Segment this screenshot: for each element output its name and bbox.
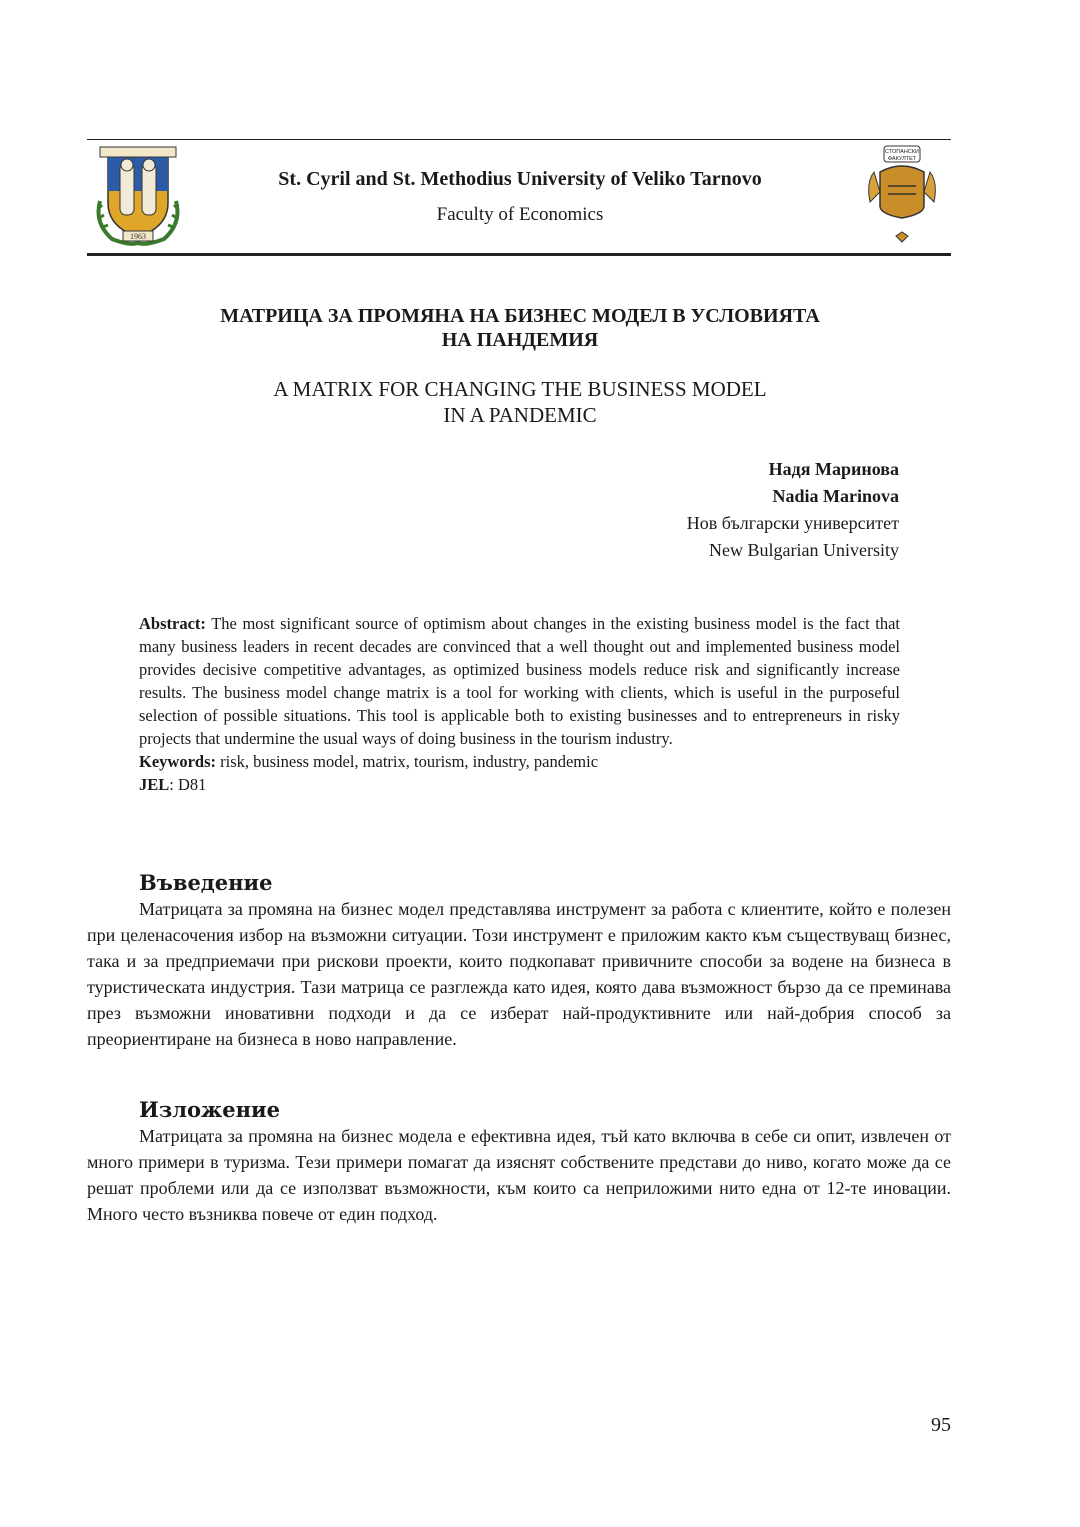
page-number: 95 (931, 1414, 951, 1436)
abstract-text: The most significant source of optimism about changes in the existing business model is the fact that many business leaders in recent decades are convinced that a well thought out and implemented business model provides decisive competitive advantages, as optimized business models reduce risk and significantly increase results. The business model change matrix is a tool for working with clients, which is useful in the purposeful selection of possible situations. This tool is applicable both to existing businesses and to entrepreneurs in risky projects that undermine the usual ways of doing business in the tourism industry. (139, 614, 901, 748)
jel-line (139, 773, 900, 796)
introduction-text: Матрицата за промяна на бизнес модел представлява инструмент за работа с клиентите, който е полезен при целенасочения избор на възможни ситуации. Този инструмент е приложим както към съществуващ бизнес, така и за предприемачи при рискови проекти, които подкопават привичните способи за водене на бизнеса в туристическата индустрия. Тази матрица се разглежда като идея, която дава възможност бързо да се преминава през възможни иновативни подходи и да се изберат най-продуктивните или най-добрия способ за преориентиране на бизнеса в ново направление. (87, 899, 951, 1049)
body-heading: Изложение (139, 1097, 280, 1122)
keywords-text: risk, business model, matrix, tourism, industry, pandemic (220, 752, 599, 771)
author-block (687, 456, 899, 564)
body-text: Матрицата за промяна на бизнес модела е ефективна идея, тъй като включва в себе си опит, извлечен от много примери в туризма. Тези примери помагат да изяснят собствените представи до ниво, когато може да се решат проблеми или да се използват възможности, към които са неприложими нито една от 12-те иновации. Много често възниква повече от един подход. (87, 1126, 951, 1224)
title-en-line-2: IN A PANDEMIC (443, 403, 597, 427)
abstract-block (139, 612, 900, 796)
header-bottom-rule (87, 253, 951, 256)
abstract-label: Abstract: (139, 614, 206, 633)
introduction-section (87, 870, 951, 1052)
title-english (120, 376, 920, 428)
author-name-bg: Надя Маринова (768, 459, 899, 479)
header-top-rule (87, 139, 951, 140)
crest-year: 1963 (130, 232, 146, 241)
emblem-text-2: ФАКУЛТЕТ (887, 156, 917, 162)
title-bg-line-1: МАТРИЦА ЗА ПРОМЯНА НА БИЗНЕС МОДЕЛ В УСЛОВИЯТА (220, 305, 820, 327)
faculty-emblem-icon (866, 142, 938, 248)
faculty-name: Faculty of Economics (436, 204, 604, 225)
jel-code: : D81 (169, 775, 207, 794)
university-crest-icon (90, 143, 186, 246)
keywords-line (139, 750, 900, 773)
title-bulgarian (120, 304, 920, 352)
body-section (87, 1097, 951, 1227)
jel-label: JEL (139, 775, 170, 794)
abstract-paragraph (139, 612, 900, 750)
introduction-heading: Въведение (139, 870, 273, 895)
title-bg-line-2: НА ПАНДЕМИЯ (441, 329, 599, 351)
university-name: St. Cyril and St. Methodius University of Veliko Tarnovo (278, 168, 762, 190)
title-en-line-1: A MATRIX FOR CHANGING THE BUSINESS MODEL (273, 377, 767, 401)
author-affiliation-en: New Bulgarian University (709, 540, 899, 560)
author-affiliation-bg: Нов български университет (686, 513, 899, 533)
emblem-text-1: СТОПАНСКИ (885, 149, 919, 155)
author-name-en: Nadia Marinova (772, 486, 899, 506)
keywords-label: Keywords: (139, 752, 216, 771)
